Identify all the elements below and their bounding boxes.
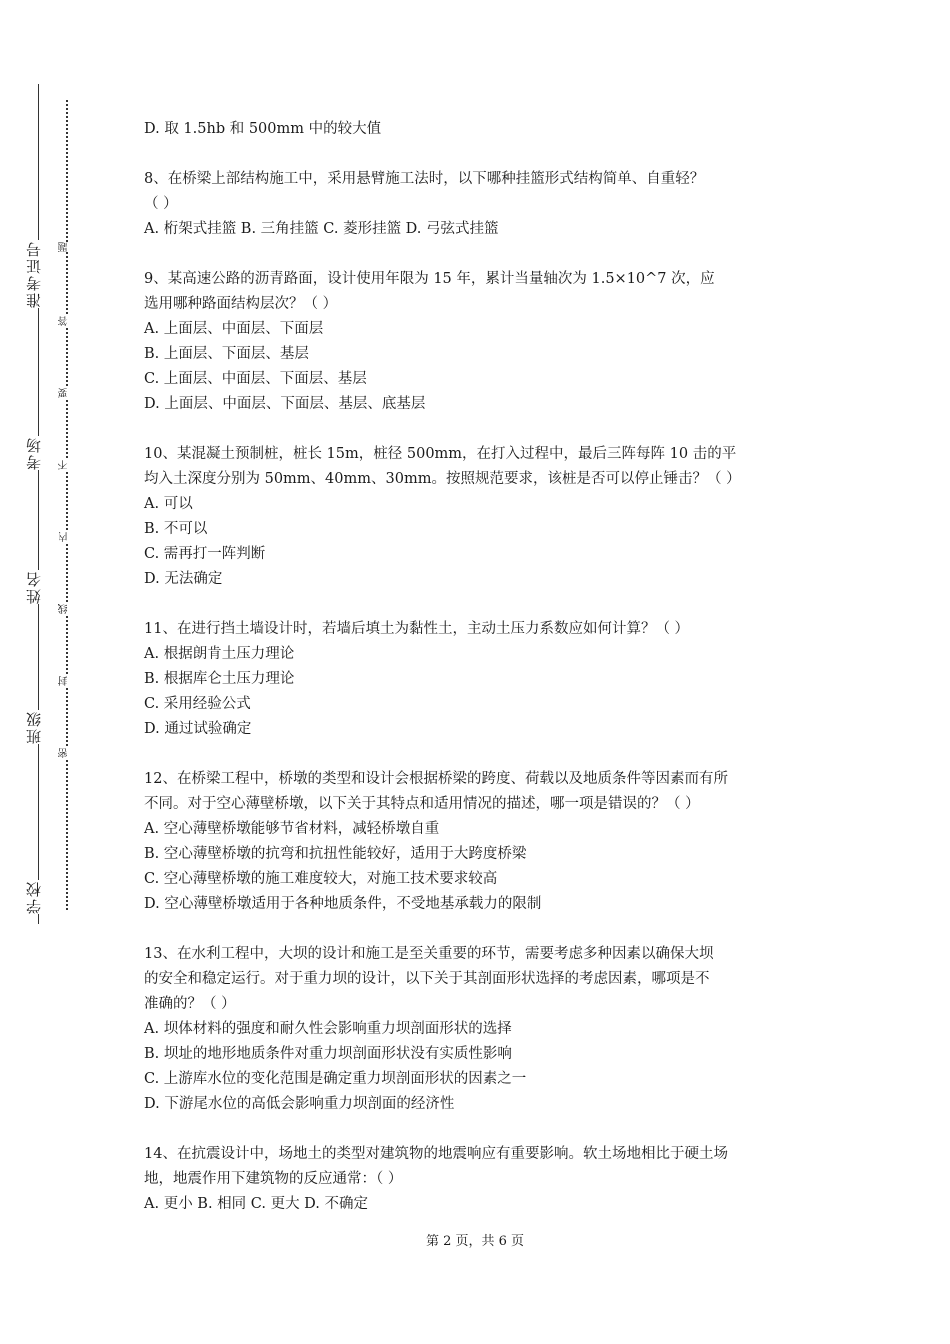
- option-line: C. 采用经验公式: [144, 696, 251, 712]
- page-number: 第 2 页，共 6 页: [425, 1234, 525, 1249]
- question-13: [144, 942, 812, 1117]
- field-exam-room: [20, 436, 48, 470]
- field-class-label: 班级: [25, 710, 43, 744]
- option-line: A. 更小 B. 相同 C. 更大 D. 不确定: [144, 1196, 369, 1212]
- question-stem: 地，地震作用下建筑物的反应通常：（ ）: [144, 1171, 403, 1187]
- question-stem: （ ）: [144, 196, 178, 212]
- question-stem: 9、某高速公路的沥青路面，设计使用年限为 15 年，累计当量轴次为 1.5×10^7 次，应: [144, 271, 715, 287]
- question-12: [144, 767, 812, 917]
- seal-char: 题: [59, 242, 74, 252]
- seal-char: 不: [59, 460, 74, 470]
- field-school-label: 学校: [25, 880, 43, 914]
- question-stem: 14、在抗震设计中，场地土的类型对建筑物的地震响应有重要影响。软土场地相比于硬土场: [144, 1146, 728, 1162]
- option-line: B. 坝址的地形地质条件对重力坝剖面形状没有实质性影响: [144, 1046, 512, 1062]
- question-stem: 的安全和稳定运行。对于重力坝的设计，以下关于其剖面形状选择的考虑因素，哪项是不: [144, 971, 710, 987]
- option-line: A. 空心薄壁桥墩能够节省材料，减轻桥墩自重: [144, 821, 440, 837]
- option-line: A. 根据朗肯土压力理论: [144, 646, 295, 662]
- seal-char: 要: [59, 388, 74, 398]
- option-line: A. 桁架式挂篮 B. 三角挂篮 C. 菱形挂篮 D. 弓弦式挂篮: [144, 221, 499, 237]
- seal-char: 答: [59, 316, 74, 326]
- question-stem: 13、在水利工程中，大坝的设计和施工是至关重要的环节，需要考虑多种因素以确保大坝: [144, 946, 714, 962]
- option-line: D. 空心薄壁桥墩适用于各种地质条件，不受地基承载力的限制: [144, 896, 542, 912]
- option-line: A. 坝体材料的强度和耐久性会影响重力坝剖面形状的选择: [144, 1021, 512, 1037]
- option-line: A. 上面层、中面层、下面层: [144, 321, 324, 337]
- question-stem: 11、在进行挡土墙设计时，若墙后填土为黏性土，主动土压力系数应如何计算？（ ）: [144, 621, 690, 637]
- option-line: B. 不可以: [144, 521, 208, 537]
- seal-char: 密: [59, 748, 74, 758]
- question-stem: 12、在桥梁工程中，桥墩的类型和设计会根据桥梁的跨度、荷载以及地质条件等因素而有所: [144, 771, 728, 787]
- question-stem: 准确的？（ ）: [144, 996, 236, 1012]
- option-line: D. 下游尾水位的高低会影响重力坝剖面的经济性: [144, 1096, 455, 1112]
- question-14: [144, 1142, 812, 1217]
- option-line: D. 无法确定: [144, 571, 223, 587]
- question-stem: 8、在桥梁上部结构施工中，采用悬臂施工法时，以下哪种挂篮形式结构简单、自重轻？: [144, 171, 705, 187]
- option-line: B. 根据库仑土压力理论: [144, 671, 295, 687]
- option-line: A. 可以: [144, 496, 193, 512]
- exam-content: [144, 117, 812, 1217]
- field-exam-room-label: 考场: [25, 436, 43, 470]
- option-line: B. 空心薄壁桥墩的抗弯和抗扭性能较好，适用于大跨度桥梁: [144, 846, 527, 862]
- question-stem: 均入土深度分别为 50mm、40mm、30mm。按照规范要求，该桩是否可以停止锤击？（ ）: [144, 471, 741, 487]
- question-8: [144, 167, 812, 242]
- question-10: [144, 442, 812, 592]
- option-line: C. 空心薄壁桥墩的施工难度较大，对施工技术要求较高: [144, 871, 498, 887]
- field-exam-id-label: 准考证号: [25, 240, 43, 308]
- field-school: [20, 880, 48, 914]
- question-9: [144, 267, 812, 417]
- seal-char: 封: [59, 676, 74, 686]
- option-line: D. 取 1.5hb 和 500mm 中的较大值: [144, 121, 382, 137]
- question-stem: 选用哪种路面结构层次？（ ）: [144, 296, 338, 312]
- field-class: [20, 710, 48, 744]
- field-name-label: 姓名: [25, 570, 43, 604]
- question-stem: 10、某混凝土预制桩，桩长 15m，桩径 500mm，在打入过程中，最后三阵每阵 10 击的平: [144, 446, 737, 462]
- seal-char: 线: [59, 604, 74, 614]
- question-stem: 不同。对于空心薄壁桥墩，以下关于其特点和适用情况的描述，哪一项是错误的？（ ）: [144, 796, 700, 812]
- option-line: D. 上面层、中面层、下面层、基层、底基层: [144, 396, 426, 412]
- option-line: B. 上面层、下面层、基层: [144, 346, 309, 362]
- seal-char: 内: [59, 532, 74, 542]
- option-line: C. 需再打一阵判断: [144, 546, 266, 562]
- question-11: [144, 617, 812, 742]
- binding-solid-line: [38, 84, 39, 924]
- option-line: C. 上游库水位的变化范围是确定重力坝剖面形状的因素之一: [144, 1071, 527, 1087]
- option-line: D. 通过试验确定: [144, 721, 252, 737]
- option-line: C. 上面层、中面层、下面层、基层: [144, 371, 367, 387]
- field-exam-id: [20, 240, 48, 308]
- field-name: [20, 570, 48, 604]
- seal-dotted-line: [66, 100, 68, 910]
